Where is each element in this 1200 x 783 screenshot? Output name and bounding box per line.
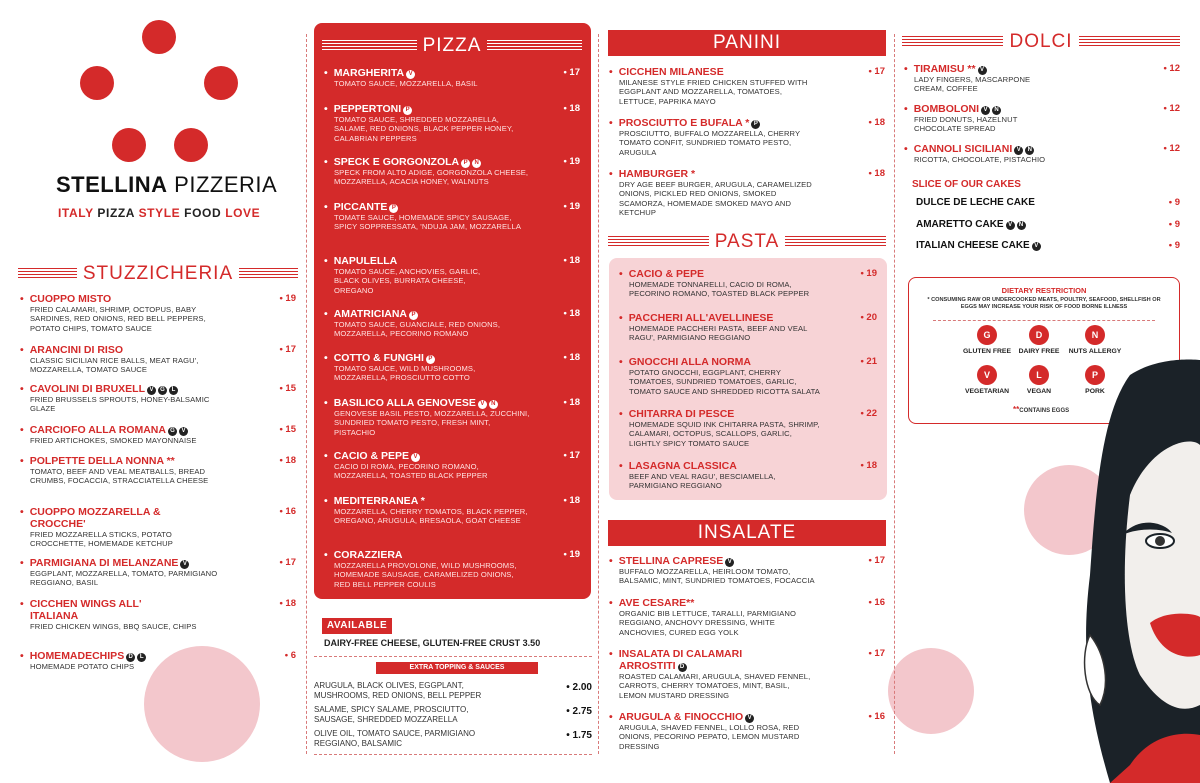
available-text: DAIRY-FREE CHEESE, GLUTEN-FREE CRUST 3.50 [324,638,541,648]
gluten-free-icon: G [168,427,177,436]
nuts-icon: N [489,400,498,409]
pork-icon: P [751,120,760,129]
pizza-title: PIZZA [322,33,582,59]
insalate-title: INSALATE [608,520,886,546]
vegan-icon: L [137,653,146,662]
vegetarian-icon: V [977,365,997,385]
nuts-icon: N [992,106,1001,115]
menu-item: • INSALATA DI CALAMARI ARROSTITI D ROASTED CALAMARI, ARUGULA, SHAVED FENNEL, CARROTS, CHERRY TOMATOES, MINT, BASIL, LEMON MUSTARD DRESSING • 17 [619,648,885,700]
dolci-title: DOLCI [902,29,1180,55]
menu-item: • BASILICO ALLA GENOVESE V N GENOVESE BASIL PESTO, MOZZARELLA, ZUCCHINI, SUNDRIED TOMATO PESTO, FRESH MINT, PISTACHIO • 18 [334,397,580,437]
menu-item: • HOMEMADECHIPS D L HOMEMADE POTATO CHIPS • 6 [30,650,296,671]
panini-title: PANINI [608,30,886,56]
pork-icon: P [409,311,418,320]
pork-icon: P [403,106,412,115]
vegetarian-legend: V VEGETARIAN [957,365,1017,395]
vegetarian-icon: V [725,558,734,567]
menu-item: • LASAGNA CLASSICA BEEF AND VEAL RAGU', BESCIAMELLA, PARMIGIANO REGGIANO • 18 [629,460,877,491]
menu-item: • MARGHERITA V TOMATO SAUCE, MOZZARELLA, BASIL • 17 [334,67,580,88]
nuts-icon: N [1025,146,1034,155]
nuts-icon: N [472,159,481,168]
menu-item: • SPECK E GORGONZOLA P N SPECK FROM ALTO ADIGE, GORGONZOLA CHEESE, MOZZARELLA, ACACIA HONEY, WALNUTS • 19 [334,156,580,187]
column-divider [306,34,307,754]
menu-item: • CUOPPO MISTO FRIED CALAMARI, SHRIMP, OCTOPUS, BABY SARDINES, RED ONIONS, RED BELL PEPPERS, POTATO CHIPS, TOMATO SAUCE • 19 [30,293,296,333]
pork-legend: P PORK [1065,365,1125,395]
cake-item: DULCE DE LECHE CAKE • 9 [916,197,1180,208]
column-divider [894,34,895,754]
menu-item: • AMATRICIANA P TOMATO SAUCE, GUANCIALE, RED ONIONS, MOZZARELLA, PECORINO ROMANO • 18 [334,308,580,339]
menu-item: • CACIO & PEPE HOMEMADE TONNARELLI, CACIO DI ROMA, PECORINO ROMANO, TOASTED BLACK PEPPER • 19 [629,268,877,299]
pizza-panel [314,23,591,599]
pasta-panel [609,258,887,500]
vegetarian-icon: V [1032,242,1041,251]
menu-item: • CICCHEN MILANESE MILANESE STYLE FRIED CHICKEN STUFFED WITH EGGPLANT AND MOZZARELLA, TOMATOES, LETTUCE, PAPRIKA MAYO • 17 [619,66,885,106]
pork-icon: P [1085,365,1105,385]
menu-item: • CAVOLINI DI BRUXELL V G L FRIED BRUSSELS SPROUTS, HONEY-BALSAMIC GLAZE • 15 [30,383,296,414]
menu-item: • AVE CESARE** ORGANIC BIB LETTUCE, TARALLI, PARMIGIANO REGGIANO, ANCHOVY DRESSING, WHITE ANCHOVIES, CURED EGG YOLK • 16 [619,597,885,637]
logo-dot [174,128,208,162]
gluten-free-icon: G [977,325,997,345]
nuts-icon: N [1085,325,1105,345]
vegetarian-icon: V [981,106,990,115]
available-badge: AVAILABLE [322,618,392,634]
menu-item: • CICCHEN WINGS ALL' ITALIANA FRIED CHICKEN WINGS, BBQ SAUCE, CHIPS • 18 [30,598,296,631]
contains-eggs-note: **CONTAINS EGGS [1013,405,1070,414]
menu-item: • NAPULELLA TOMATO SAUCE, ANCHOVIES, GARLIC, BLACK OLIVES, BURRATA CHEESE, OREGANO • 18 [334,255,580,295]
menu-item: • ARANCINI DI RISO CLASSIC SICILIAN RICE BALLS, MEAT RAGU', MOZZARELLA, TOMATO SAUCE • 17 [30,344,296,375]
vegetarian-icon: V [147,386,156,395]
stuzzicheria-title: STUZZICHERIA [18,261,298,287]
menu-item: • CARCIOFO ALLA ROMANA G V FRIED ARTICHOKES, SMOKED MAYONNAISE • 15 [30,424,296,445]
logo-dot [80,66,114,100]
decor-circle [888,648,974,734]
logo-dot [142,20,176,54]
menu-item: • PACCHERI ALL'AVELLINESE HOMEMADE PACCHERI PASTA, BEEF AND VEAL RAGU', PARMIGIANO REGGIANO • 20 [629,312,877,343]
vegetarian-icon: V [180,560,189,569]
menu-item: • PROSCIUTTO E BUFALA * P PROSCIUTTO, BUFFALO MOZZARELLA, CHERRY TOMATO CONFIT, SUNDRIED TOMATO PESTO, ARUGULA • 18 [619,117,885,157]
menu-item: • PEPPERTONI P TOMATO SAUCE, SHREDDED MOZZARELLA, SALAME, RED ONIONS, BLACK PEPPER HONEY, CALABRIAN PEPPERS • 18 [334,103,580,143]
menu-item: • CUOPPO MOZZARELLA & CROCCHE' FRIED MOZZARELLA STICKS, POTATO CROCCHETTE, HOMEMADE KETCHUP • 16 [30,506,296,549]
extra-row: ARUGULA, BLACK OLIVES, EGGPLANT, MUSHROOMS, RED ONIONS, BELL PEPPER • 2.00 [314,681,592,700]
logo-dot [204,66,238,100]
menu-item: • CORAZZIERA MOZZARELLA PROVOLONE, WILD MUSHROOMS, HOMEMADE SAUSAGE, CARAMELIZED ONIONS, RED BELL PEPPER COULIS • 19 [334,549,580,589]
divider [314,656,592,657]
woman-illustration [1070,355,1200,783]
menu-item: • TIRAMISU ** V LADY FINGERS, MASCARPONE CREAM, COFFEE • 12 [914,63,1180,94]
gluten-free-legend: G GLUTEN FREE [957,325,1017,355]
menu-item: • GNOCCHI ALLA NORMA POTATO GNOCCHI, EGGPLANT, CHERRY TOMATOES, SUNDRIED TOMATOES, GARLIC, TOMATO SAUCE AND SHREDDED RICOTTA SALATA • 21 [629,356,877,396]
vegetarian-icon: V [406,70,415,79]
menu-item: • BOMBOLONI V N FRIED DONUTS, HAZELNUT CHOCOLATE SPREAD • 12 [914,103,1180,134]
vegetarian-icon: V [1006,221,1015,230]
logo-dot [112,128,146,162]
dietary-title: DIETARY RESTRICTION [1001,286,1087,295]
extra-title: EXTRA TOPPING & SAUCES [376,662,538,674]
nuts-icon: N [1017,221,1026,230]
column-divider [598,34,599,754]
menu-item: • CHITARRA DI PESCE HOMEMADE SQUID INK CHITARRA PASTA, SHRIMP, CALAMARI, OCTOPUS, SCALLOPS, GARLIC, LIGHTLY SPICY TOMATO SAUCE • 22 [629,408,877,448]
vegetarian-icon: V [745,714,754,723]
vegetarian-icon: V [478,400,487,409]
menu-item: • STELLINA CAPRESE V BUFFALO MOZZARELLA, HEIRLOOM TOMATO, BALSAMIC, MINT, SUNDRIED TOMATOES, FOCACCIA • 17 [619,555,885,586]
vegan-icon: L [1029,365,1049,385]
vegetarian-icon: V [411,453,420,462]
cake-item: AMARETTO CAKE V N • 9 [916,219,1180,230]
menu-item: • PICCANTE P TOMATE SAUCE, HOMEMADE SPICY SAUSAGE, SPICY SOPPRESSATA, 'NDUJA JAM, MOZZARELLA • 19 [334,201,580,232]
dairy-free-icon: D [126,653,135,662]
vegetarian-icon: V [1014,146,1023,155]
divider [314,754,592,755]
menu-item: • CACIO & PEPE V CACIO DI ROMA, PECORINO ROMANO, MOZZARELLA, TOASTED BLACK PEPPER • 17 [334,450,580,481]
menu-item: • HAMBURGER * DRY AGE BEEF BURGER, ARUGULA, CARAMELIZED ONIONS, PICKLED RED ONIONS, SMOKED SCAMORZA, HOMEMADE SMOKED MAYO AND KETCHUP • 18 [619,168,885,218]
pasta-title: PASTA [608,229,886,255]
pork-icon: P [426,355,435,364]
nuts-allergy-legend: N NUTS ALLERGY [1065,325,1125,355]
dairy-free-legend: D DAIRY FREE [1009,325,1069,355]
extra-row: SALAME, SPICY SALAME, PROSCIUTTO, SAUSAGE, SHREDDED MOZZARELLA • 2.75 [314,705,592,724]
vegetarian-icon: V [978,66,987,75]
vegan-icon: L [169,386,178,395]
menu-item: • CANNOLI SICILIANI V N RICOTTA, CHOCOLATE, PISTACHIO • 12 [914,143,1180,164]
cake-item: ITALIAN CHEESE CAKE V • 9 [916,240,1180,251]
menu-item: • PARMIGIANA DI MELANZANE V EGGPLANT, MOZZARELLA, TOMATO, PARMIGIANO REGGIANO, BASIL • 17 [30,557,296,588]
dietary-note: * CONSUMING RAW OR UNDERCOOKED MEATS, POULTRY, SEAFOOD, SHELLFISH OR EGGS MAY INCREASE YOUR RISK OF FOOD BORNE ILLNESS [927,297,1161,310]
menu-item: • ARUGULA & FINOCCHIO V ARUGULA, SHAVED FENNEL, LOLLO ROSA, RED ONIONS, PECORINO PEPATO, LEMON MUSTARD DRESSING • 16 [619,711,885,751]
cakes-heading: SLICE OF OUR CAKES [912,179,1021,190]
pork-icon: P [389,204,398,213]
extra-row: OLIVE OIL, TOMATO SAUCE, PARMIGIANO REGGIANO, BALSAMIC • 1.75 [314,729,592,748]
divider [933,320,1155,321]
pork-icon: P [461,159,470,168]
brand-name: STELLINA PIZZERIA [56,172,278,197]
vegan-legend: L VEGAN [1009,365,1069,395]
menu-item: • POLPETTE DELLA NONNA ** TOMATO, BEEF AND VEAL MEATBALLS, BREAD CRUMBS, FOCACCIA, STRACCIATELLA CHEESE • 18 [30,455,296,486]
menu-item: • MEDITERRANEA * MOZZARELLA, CHERRY TOMATOS, BLACK PEPPER, OREGANO, ARUGULA, BRESAOLA, GOAT CHEESE • 18 [334,495,580,526]
menu-item: • COTTO & FUNGHI P TOMATO SAUCE, WILD MUSHROOMS, MOZZARELLA, PROSCIUTTO COTTO • 18 [334,352,580,383]
dairy-free-icon: D [678,663,687,672]
brand-tagline: ITALY PIZZA STYLE FOOD LOVE [58,206,261,220]
gluten-free-icon: G [158,386,167,395]
dairy-free-icon: D [1029,325,1049,345]
vegetarian-icon: V [179,427,188,436]
